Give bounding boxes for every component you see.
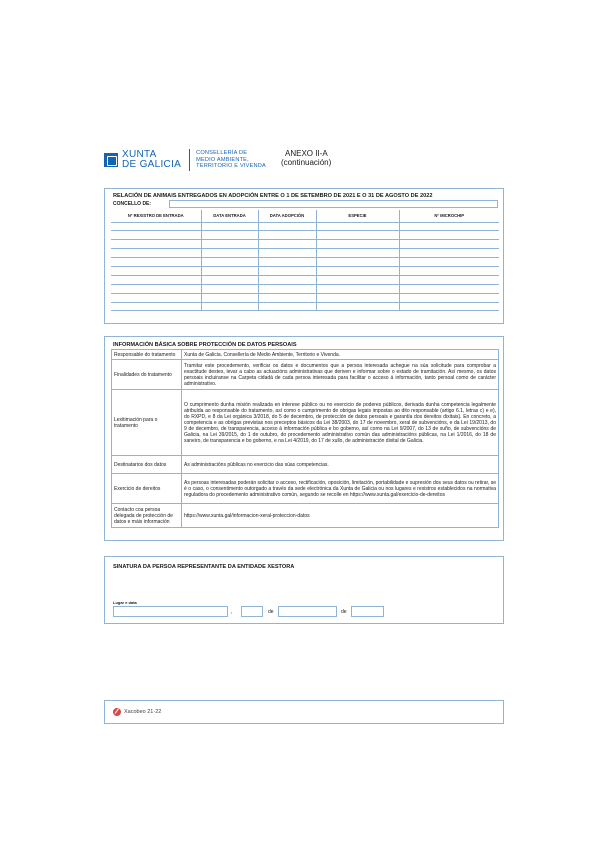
concello-input[interactable]	[169, 200, 498, 208]
table-cell[interactable]	[201, 275, 258, 284]
table-cell[interactable]	[111, 302, 201, 311]
place-input[interactable]	[113, 606, 228, 617]
table-cell[interactable]	[316, 284, 399, 293]
table-cell[interactable]	[201, 249, 258, 258]
table-cell[interactable]	[201, 302, 258, 311]
xacobeo-logo-icon	[113, 708, 121, 716]
adoptions-title: RELACIÓN DE ANIMAIS ENTREGADOS EN ADOPCIÓN ENTRE O 1 DE SETEMBRO DE 2021 E O 31 DE AGOSTO DE 2022	[113, 193, 433, 199]
dp-label: Finalidades do tratamento	[112, 360, 182, 390]
table-cell[interactable]	[258, 275, 316, 284]
table-cell[interactable]	[399, 266, 499, 275]
table-cell[interactable]	[399, 258, 499, 267]
table-cell[interactable]	[399, 284, 499, 293]
table-cell[interactable]	[201, 240, 258, 249]
adoptions-header-row	[111, 210, 499, 222]
table-cell[interactable]	[111, 249, 201, 258]
logo-xunta-line1: XUNTA	[122, 149, 157, 160]
table-cell[interactable]	[316, 266, 399, 275]
table-cell[interactable]	[258, 222, 316, 231]
adoptions-section	[104, 188, 504, 324]
place-date-label: Lugar e data	[113, 600, 137, 605]
data-protection-title: INFORMACIÓN BÁSICA SOBRE PROTECCIÓN DE DATOS PERSOAIS	[113, 342, 297, 348]
table-cell[interactable]	[111, 284, 201, 293]
logo-dept-line3: TERRITORIO E VIVENDA	[196, 163, 266, 170]
dp-label: Destinatarios dos datos	[112, 456, 182, 474]
dp-label: Responsable do tratamento	[112, 350, 182, 360]
day-input[interactable]	[241, 606, 263, 617]
table-cell[interactable]	[111, 240, 201, 249]
col-header-data-adopcion: DATA ADOPCIÓN	[258, 210, 316, 222]
dp-text: As persoas interesadas poderán solicitar o acceso, rectificación, oposición, limitación, portabilidade e supresión dos seus datos ou retirar, se é o caso, o consentimento outorgado a través da sede electrónica da Xunta de Galicia ou nos lugares e rexistros establecidos na normativa reguladora do procedemento administrativo común, segundo se recolle en https://www.xunta.gal/exercicio-de-dereitos	[182, 474, 499, 504]
table-row	[111, 222, 499, 231]
dp-text: O cumprimento dunha misión realizada en interese público ou no exercicio de poderes públicos, derivada dunha competencia legalmente atribuída ao responsable do tratamento, así como o cumprimento de obrigas legais impostas ao dito responsable (artigo 6.1, letras c) e e), do RXPD, e 8 da Lei orgánica 3/2018, do 5 de decembro, de protección de datos persoais e garantía dos dereitos dixitais). En concreto, a competencia e as obrigas previstas nos preceptos básicos da Lei 38/2003, do 17 de novembro, xeral de subvencións, e da Lei 19/2013, do 9 de decembro, de transparencia, acceso á información pública e bo goberno, así como na Lei 9/2007, do 13 de xuño, de subvencións de Galicia, na Lei 39/2015, do 1 de outubro, do procedemento administrativo común das administracións públicas, na Lei 1/2016, do 18 de xaneiro, de transparencia e bo goberno, e na Lei 4/2019, do 17 de xullo, de administración dixital de Galicia.	[182, 390, 499, 456]
table-row	[111, 266, 499, 275]
dp-row-lexitimacion	[112, 390, 499, 456]
de-label-1: de	[268, 609, 274, 615]
table-cell[interactable]	[111, 231, 201, 240]
table-cell[interactable]	[316, 275, 399, 284]
col-header-microchip: Nº MICROCHIP	[399, 210, 499, 222]
xacobeo-label: Xacobeo 21·22	[124, 709, 162, 715]
table-cell[interactable]	[258, 258, 316, 267]
table-cell[interactable]	[316, 222, 399, 231]
table-cell[interactable]	[399, 275, 499, 284]
de-label-2: de	[341, 609, 347, 615]
col-header-data-entrada: DATA ENTRADA	[201, 210, 258, 222]
signature-title: SINATURA DA PERSOA REPRESENTANTE DA ENTIDADE XESTORA	[113, 564, 295, 570]
data-protection-table	[111, 349, 499, 528]
table-cell[interactable]	[201, 284, 258, 293]
table-cell[interactable]	[399, 231, 499, 240]
table-row	[111, 284, 499, 293]
table-cell[interactable]	[258, 266, 316, 275]
table-row	[111, 258, 499, 267]
dp-text: As administracións públicas no exercicio das súas competencias.	[182, 456, 499, 474]
year-input[interactable]	[351, 606, 384, 617]
table-row	[111, 231, 499, 240]
table-cell[interactable]	[399, 240, 499, 249]
dp-text: Tramitar este procedemento, verificar os datos e documentos que a persoa interesada achegue na súa solicitude para comprobar a exactitude destes, levar a cabo as actuacións administrativas que deriven e informar sobre o estado de tramitación. Así mesmo, os datos persoais incluiranse na Carpeta cidadá de cada persoa interesada para facilitar o acceso á información, tanto persoal como de carácter administrativo.	[182, 360, 499, 390]
logo-dept-line1: CONSELLERÍA DE	[196, 150, 248, 157]
table-cell[interactable]	[258, 249, 316, 258]
xunta-logo	[104, 149, 266, 171]
adoptions-table	[111, 210, 499, 311]
annex-heading	[281, 149, 331, 167]
dp-link[interactable]: https://www.xunta.gal/informacion-xeral-proteccion-datos	[182, 504, 499, 528]
logo-divider	[189, 149, 190, 171]
dp-row-contacto	[112, 504, 499, 528]
month-input[interactable]	[278, 606, 337, 617]
table-row	[111, 293, 499, 302]
table-cell[interactable]	[316, 258, 399, 267]
logo-xunta-line2: DE GALICIA	[122, 159, 182, 170]
logo-dept-line2: MEDIO AMBIENTE,	[196, 156, 249, 163]
table-cell[interactable]	[201, 266, 258, 275]
comma-separator: ,	[231, 609, 233, 615]
table-cell[interactable]	[111, 266, 201, 275]
signature-section	[104, 556, 504, 624]
dp-row-dereitos	[112, 474, 499, 504]
table-cell[interactable]	[111, 258, 201, 267]
table-cell[interactable]	[201, 293, 258, 302]
table-row	[111, 240, 499, 249]
dp-row-finalidades	[112, 360, 499, 390]
table-cell[interactable]	[399, 222, 499, 231]
table-cell[interactable]	[399, 249, 499, 258]
concello-label: CONCELLO DE:	[113, 201, 152, 207]
table-cell[interactable]	[258, 302, 316, 311]
table-cell[interactable]	[258, 240, 316, 249]
col-header-registro: Nº REXISTRO DE ENTRADA	[111, 210, 201, 222]
data-protection-section	[104, 336, 504, 541]
col-header-especie: ESPECIE	[316, 210, 399, 222]
table-cell[interactable]	[111, 222, 201, 231]
table-cell[interactable]	[201, 222, 258, 231]
annex-title: ANEXO II-A	[285, 149, 328, 158]
table-cell[interactable]	[258, 293, 316, 302]
dp-label: Exercicio de dereitos	[112, 474, 182, 504]
table-cell[interactable]	[316, 249, 399, 258]
table-cell[interactable]	[316, 231, 399, 240]
dp-row-destinatarios	[112, 456, 499, 474]
table-cell[interactable]	[258, 284, 316, 293]
xunta-shield-icon	[104, 153, 118, 167]
table-cell[interactable]	[316, 293, 399, 302]
table-cell[interactable]	[316, 240, 399, 249]
table-cell[interactable]	[399, 302, 499, 311]
table-cell[interactable]	[111, 293, 201, 302]
dp-text: Xunta de Galicia. Consellería de Medio Ambiente, Territorio e Vivenda.	[182, 350, 499, 360]
table-row	[111, 302, 499, 311]
table-cell[interactable]	[258, 231, 316, 240]
annex-subtitle: (continuación)	[281, 158, 332, 167]
table-cell[interactable]	[399, 293, 499, 302]
table-row	[111, 249, 499, 258]
table-cell[interactable]	[316, 302, 399, 311]
table-row	[111, 275, 499, 284]
table-cell[interactable]	[111, 275, 201, 284]
dp-label: Contacto coa persoa delegada de protección de datos e máis información	[112, 504, 182, 528]
footer-box	[104, 700, 504, 724]
dp-row-responsable	[112, 350, 499, 360]
table-cell[interactable]	[201, 231, 258, 240]
table-cell[interactable]	[201, 258, 258, 267]
dp-label: Lexitimación para o tratamento	[112, 390, 182, 456]
